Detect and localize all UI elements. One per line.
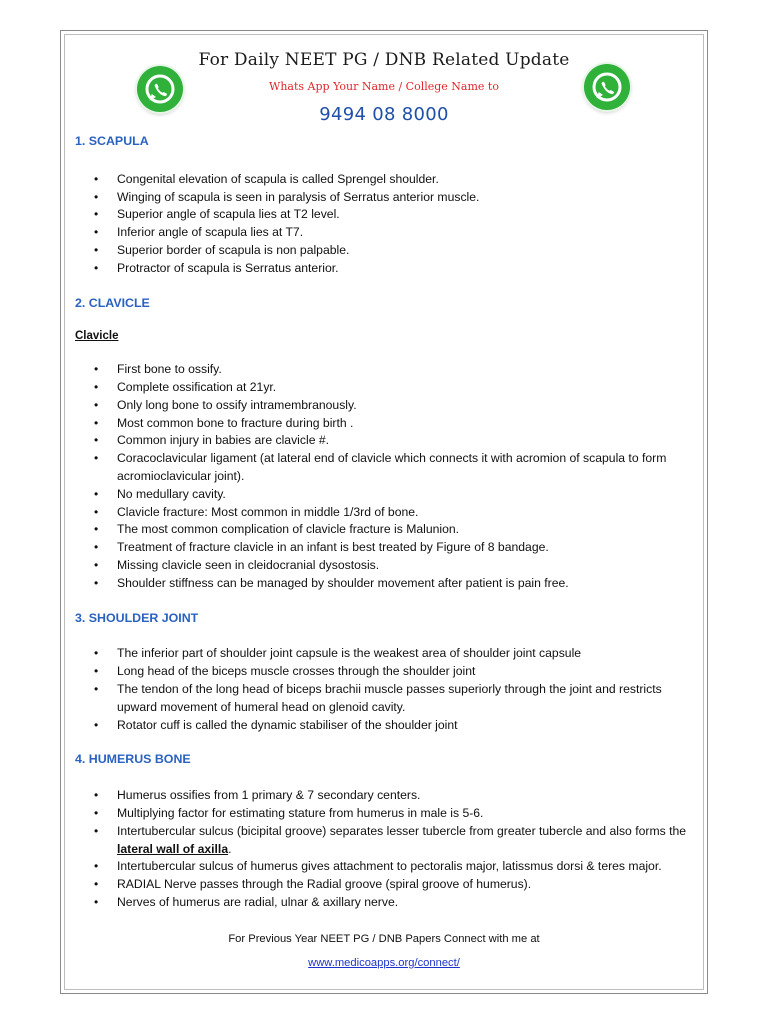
list-item — [117, 823, 690, 859]
section-title-clavicle: 2. CLAVICLE — [75, 295, 150, 310]
list-item: • Treatment of fracture clavicle in an infant is best treated by Figure of 8 bandage. — [117, 539, 690, 557]
list-item-text: Intertubercular sulcus (bicipital groove) separates lesser tubercle from greater tubercle and also forms the — [117, 823, 687, 838]
header-phone-number: 9494 08 8000 — [319, 104, 449, 125]
section-title-scapula: 1. SCAPULA — [75, 134, 149, 148]
list-item: • Common injury in babies are clavicle #. — [117, 432, 690, 450]
shoulder-joint-list — [75, 645, 690, 734]
footer-text: For Previous Year NEET PG / DNB Papers Connect with me at — [228, 933, 540, 945]
list-item: • Congenital elevation of scapula is called Sprengel shoulder. — [117, 171, 690, 189]
list-item: • Winging of scapula is seen in paralysis of Serratus anterior muscle. — [117, 189, 690, 207]
list-item: • Complete ossification at 21yr. — [117, 379, 690, 397]
list-item: • Shoulder stiffness can be managed by shoulder movement after patient is pain free. — [117, 575, 690, 593]
list-item: • First bone to ossify. — [117, 361, 690, 379]
header-title: For Daily NEET PG / DNB Related Update — [198, 50, 570, 70]
list-item: • Clavicle fracture: Most common in middle 1/3rd of bone. — [117, 504, 690, 522]
list-item: • Rotator cuff is called the dynamic stabiliser of the shoulder joint — [117, 717, 690, 735]
list-item: • The tendon of the long head of biceps brachii muscle passes superiorly through the joint and restricts upward movement of humeral head on glenoid cavity. — [117, 681, 690, 717]
list-item: • Only long bone to ossify intramembranously. — [117, 397, 690, 415]
list-item: • The most common complication of clavicle fracture is Malunion. — [117, 521, 690, 539]
list-item: • Long head of the biceps muscle crosses through the shoulder joint — [117, 663, 690, 681]
clavicle-list — [75, 361, 690, 592]
document-body — [75, 133, 690, 912]
promo-header — [64, 40, 704, 132]
list-item: • Humerus ossifies from 1 primary & 7 secondary centers. — [117, 787, 690, 805]
section-title-shoulder-joint: 3. SHOULDER JOINT — [75, 610, 199, 625]
list-item-text-end: . — [228, 841, 232, 856]
list-item: • Protractor of scapula is Serratus anterior. — [117, 260, 690, 278]
humerus-list — [75, 787, 690, 912]
section-title-humerus-bone: 4. HUMERUS BONE — [75, 752, 191, 767]
list-item: • RADIAL Nerve passes through the Radial groove (spiral groove of humerus). — [117, 876, 690, 894]
emphasis-lateral-wall: lateral wall of axilla — [117, 841, 229, 856]
list-item: • Intertubercular sulcus of humerus gives attachment to pectoralis major, latissmus dorsi & teres major. — [117, 858, 690, 876]
list-item: • Missing clavicle seen in cleidocranial dysostosis. — [117, 557, 690, 575]
list-item: • Coracoclavicular ligament (at lateral end of clavicle which connects it with acromion of scapula to form acromioclavicular joint). — [117, 450, 690, 486]
clavicle-subheading: Clavicle — [75, 330, 119, 343]
footer-connect-link[interactable]: www.medicoapps.org/connect/ — [308, 957, 460, 969]
header-subtitle: Whats App Your Name / College Name to — [269, 80, 499, 93]
list-item: • Inferior angle of scapula lies at T7. — [117, 224, 690, 242]
list-item: • Most common bone to fracture during birth . — [117, 415, 690, 433]
list-item: • Multiplying factor for estimating stature from humerus in male is 5-6. — [117, 805, 690, 823]
list-item: • Nerves of humerus are radial, ulnar & axillary nerve. — [117, 894, 690, 912]
list-item: • Superior angle of scapula lies at T2 level. — [117, 206, 690, 224]
list-item: • Superior border of scapula is non palpable. — [117, 242, 690, 260]
list-item: • The inferior part of shoulder joint capsule is the weakest area of shoulder joint capsule — [117, 645, 690, 663]
list-item: • No medullary cavity. — [117, 486, 690, 504]
scapula-list — [75, 171, 690, 278]
